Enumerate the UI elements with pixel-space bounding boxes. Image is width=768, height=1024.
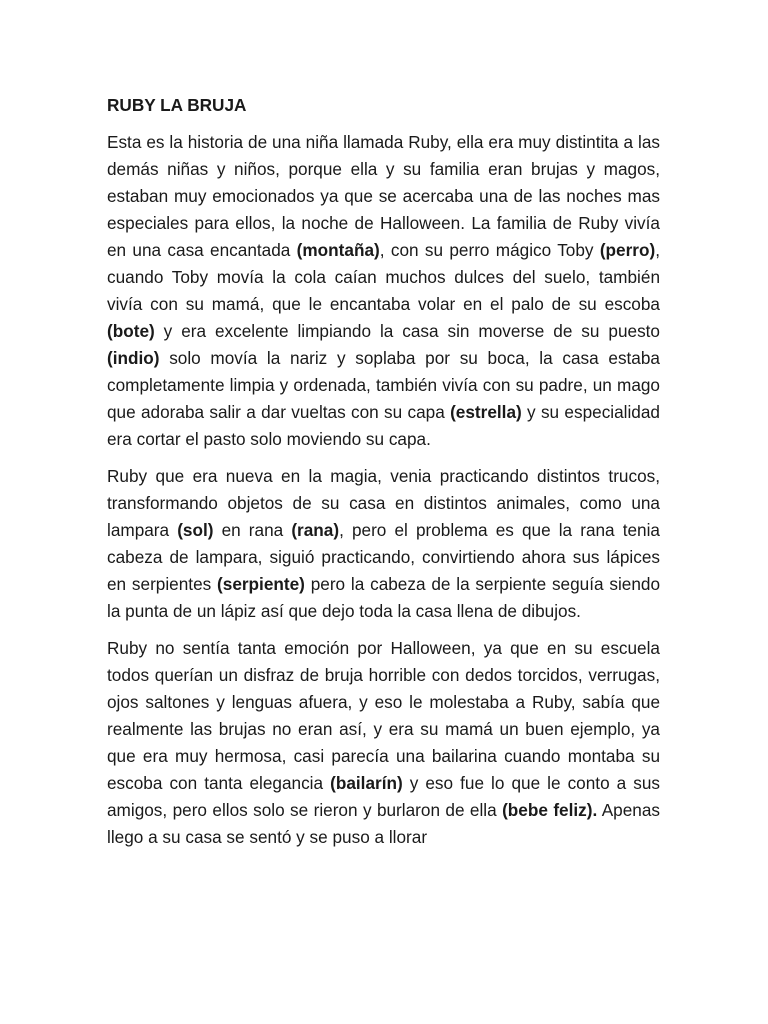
text-run: Esta es la historia de una niña llamada Ruby, ella era muy distintita a las demás niñas y niños, porque ella y su familia eran brujas y magos, estaban muy emocionados ya que se acercaba una de las noches mas especiales para ellos, la noche de Halloween. La familia de Ruby vivía en una casa encantada — [107, 132, 660, 260]
bold-word: (bebe feliz). — [502, 800, 598, 820]
bold-word: (indio) — [107, 348, 160, 368]
text-run: en rana — [213, 520, 292, 540]
text-run: pero la cabeza de la serpiente seguía siendo la punta de un lápiz así que dejo toda la casa llena de dibujos. — [107, 574, 660, 621]
bold-word: (rana) — [291, 520, 340, 540]
paragraph-2 — [107, 463, 660, 625]
bold-word: (perro) — [599, 240, 656, 260]
text-run: y eso fue lo que le conto a sus amigos, pero ellos solo se rieron y burlaron de ella — [107, 773, 661, 820]
paragraph-1 — [107, 129, 660, 453]
text-run: , cuando Toby movía la cola caían muchos dulces del suelo, también vivía con su mamá, que le encantaba volar en el palo de su escoba — [107, 240, 660, 314]
text-run: solo movía la nariz y soplaba por su boca, la casa estaba completamente limpia y ordenada, también vivía con su padre, un mago que adoraba salir a dar vueltas con su capa — [107, 348, 660, 422]
document-title: RUBY LA BRUJA — [107, 95, 247, 115]
text-run: Ruby no sentía tanta emoción por Halloween, ya que en su escuela todos querían un disfraz de bruja horrible con dedos torcidos, verrugas, ojos saltones y lenguas afuera, y eso le molestaba a Ruby, sabía que realmente las brujas no eran así, y era su mamá un buen ejemplo, ya que era muy hermosa, casi parecía una bailarina cuando montaba su escoba con tanta elegancia — [107, 638, 660, 793]
paragraph-3 — [107, 635, 660, 851]
text-run: , pero el problema es que la rana tenia cabeza de lampara, siguió practicando, convirtiendo ahora sus lápices en serpientes — [107, 520, 660, 594]
document-page — [107, 92, 660, 861]
text-run: Ruby que era nueva en la magia, venia practicando distintos trucos, transformando objetos de su casa en distintos animales, como una lampara — [107, 466, 660, 540]
bold-word: (serpiente) — [217, 574, 305, 594]
bold-word: (bailarín) — [330, 773, 403, 793]
bold-word: (estrella) — [450, 402, 522, 422]
text-run: , con su perro mágico Toby — [379, 240, 600, 260]
bold-word: (montaña) — [296, 240, 380, 260]
text-run: y era excelente limpiando la casa sin moverse de su puesto — [154, 321, 660, 341]
text-run: y su especialidad era cortar el pasto solo moviendo su capa. — [107, 402, 660, 449]
bold-word: (sol) — [177, 520, 214, 540]
text-run: Apenas llego a su casa se sentó y se puso a llorar — [107, 800, 660, 847]
bold-word: (bote) — [107, 321, 155, 341]
